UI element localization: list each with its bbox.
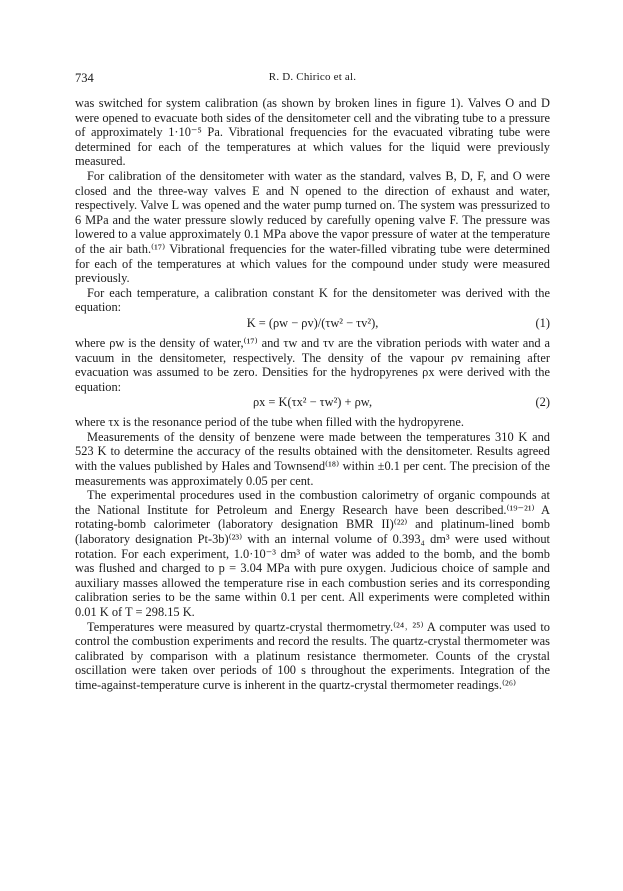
equation-1 [75,316,550,335]
equation-1-body: K = (ρw − ρv)/(τw² − τv²), [246,315,379,330]
body-text [75,96,550,693]
paragraph-6: Measurements of the density of benzene were made between the temperatures 310 K and 523 K to determine the accuracy of the results obtained with the densitometer. Results agreed with the values published by Hales and Townsend⁽¹⁸⁾ within ±0.1 per cent. The precision of the measurements was approximately 0.05 per cent. [75,429,550,488]
paragraph-1: was switched for system calibration (as shown by broken lines in figure 1). Valves O and D were opened to evacuate both sides of the densitometer cell and the vibrating tube to a pressure of approximately 1·10⁻⁵ Pa. Vibrational frequencies for the evacuated vibrating tube were determined for each of the temperatures at which values for the liquid were previously measured. [75,96,550,169]
page-number: 734 [75,71,94,85]
paragraph-3: For each temperature, a calibration constant K for the densitometer was derived with the equation: [75,285,550,315]
equation-2 [75,395,550,414]
running-head: R. D. Chirico et al. [268,71,357,83]
paragraph-5: where τx is the resonance period of the tube when filled with the hydropyrene. [75,415,464,430]
paragraph-2: For calibration of the densitometer with water as the standard, valves B, D, F, and O were closed and the three-way valves E and N opened to the direction of exhaust and water, respectively. Valve L was opened and the water pump turned on. The system was pressurized to 6 MPa and the water pressure slowly reduced by carefully opening valve F. The pressure was lowered to a value approximately 0.1 MPa above the vapor pressure of water at the temperature of the air bath.⁽¹⁷⁾ Vibrational frequencies for the water-filled vibrating tube were determined for each of the temperatures at which values for the compound under study were measured previously. [75,168,550,286]
equation-2-body: ρx = K(τx² − τw²) + ρw, [252,395,373,410]
paragraph-4: where ρw is the density of water,⁽¹⁷⁾ and τw and τv are the vibration periods with water and a vacuum in the densitometer, respectively. The density of the vapour ρv remaining after evacuation was assumed to be zero. Densities for the hydropyrenes ρx were derived with the equation: [75,335,550,394]
paragraph-8: Temperatures were measured by quartz-crystal thermometry.⁽²⁴˒ ²⁵⁾ A computer was used to control the combustion experiments and record the results. The quartz-crystal thermometer was calibrated by comparison with a platinum resistance thermometer. Counts of the crystal oscillation were taken over periods of 100 s throughout the experiments. Integration of the time-against-temperature curve is inherent in the quartz-crystal thermometer readings.⁽²⁶⁾ [75,619,550,692]
page-header [75,71,550,87]
equation-2-number: (2) [535,395,550,410]
equation-1-number: (1) [535,315,550,330]
paragraph-7: The experimental procedures used in the combustion calorimetry of organic compounds at the National Institute for Petroleum and Energy Research have been described.⁽¹⁹⁻²¹⁾ A rotating-bomb calorimeter (laboratory designation BMR II)⁽²²⁾ and platinum-lined bomb (laboratory designation Pt-3b)⁽²³⁾ with an internal volume of 0.393₄ dm³ were used without rotation. For each experiment, 1.0·10⁻³ dm³ of water was added to the bomb, and the bomb was flushed and charged to p = 3.04 MPa with pure oxygen. Judicious choice of sample and auxiliary masses allowed the temperature rise in each combustion series and its corresponding calibration series to be the same within 0.1 per cent. All experiments were completed within 0.01 K of T = 298.15 K. [75,488,550,619]
